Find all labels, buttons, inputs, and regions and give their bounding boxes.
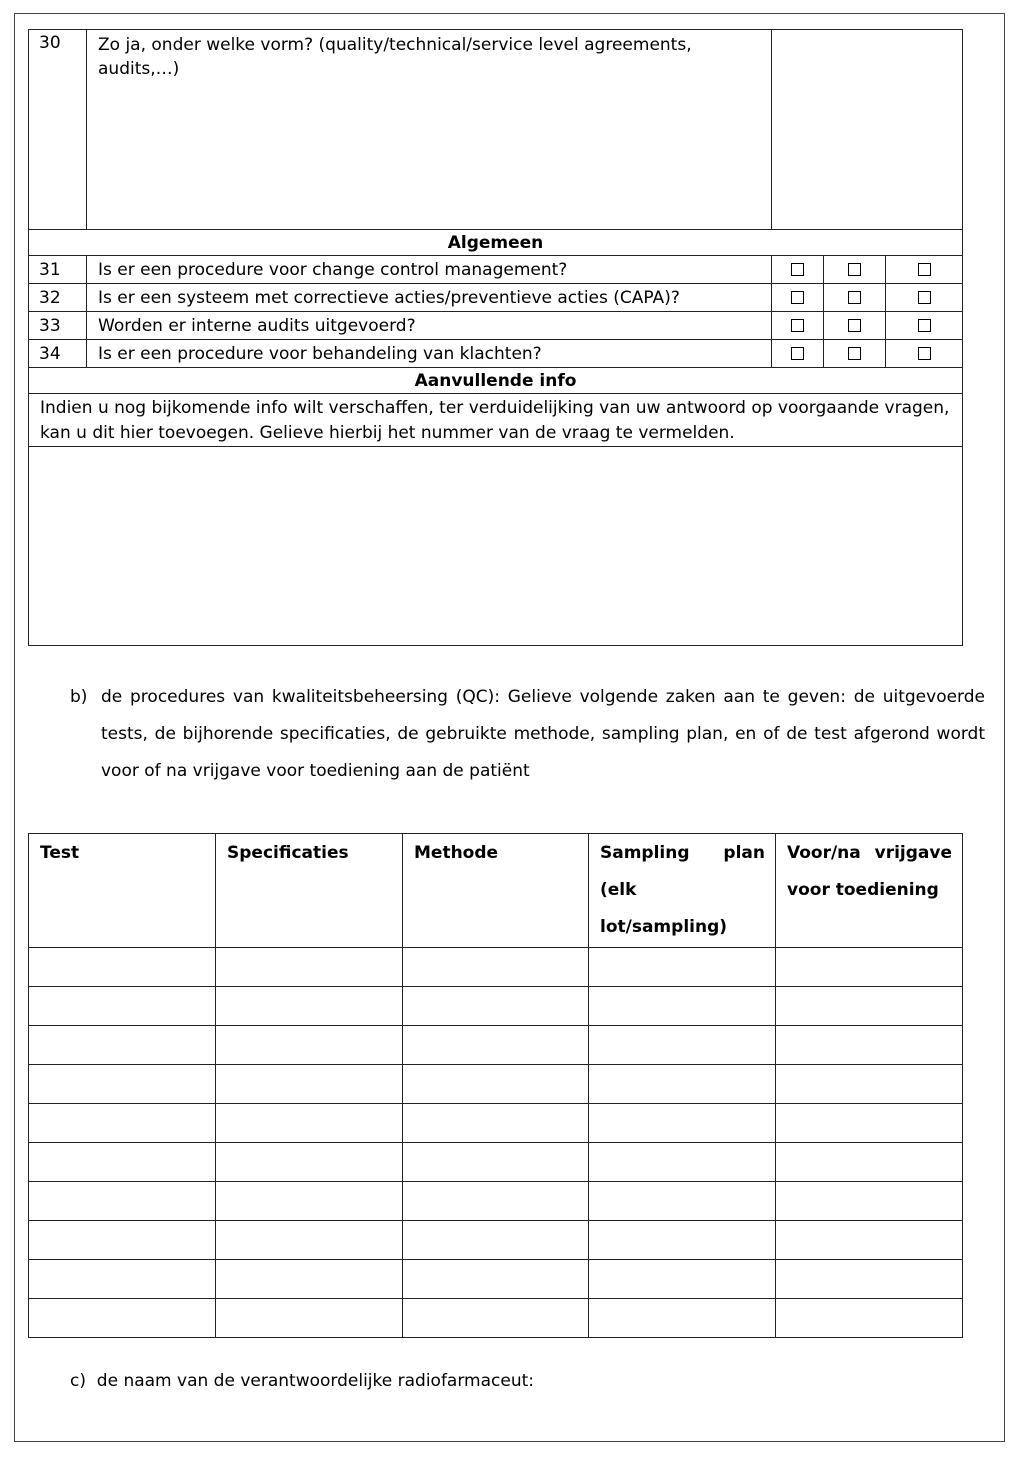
- checkbox[interactable]: [918, 291, 931, 304]
- table-cell[interactable]: [589, 1221, 776, 1260]
- checkbox[interactable]: [791, 319, 804, 332]
- table-cell[interactable]: [403, 948, 589, 987]
- table-row: [29, 987, 963, 1026]
- section-header-additional: [29, 368, 963, 394]
- column-header-voor-na-vrijgave: Voor/na vrijgave voor toediening: [776, 834, 963, 948]
- table-cell[interactable]: [29, 948, 216, 987]
- table-cell[interactable]: [29, 1299, 216, 1338]
- section-title: Aanvullende info: [29, 368, 963, 394]
- table-cell[interactable]: [29, 1143, 216, 1182]
- checkbox[interactable]: [918, 319, 931, 332]
- section-header-general: [29, 230, 963, 256]
- qc-table: [28, 833, 963, 1338]
- table-cell[interactable]: [216, 1260, 403, 1299]
- list-label: b): [70, 687, 88, 707]
- checkbox[interactable]: [918, 347, 931, 360]
- additional-info-answer-row: [29, 447, 963, 646]
- table-cell[interactable]: [776, 948, 963, 987]
- table-cell[interactable]: [589, 1104, 776, 1143]
- answer-field[interactable]: [772, 30, 963, 230]
- table-cell[interactable]: [216, 1221, 403, 1260]
- table-cell[interactable]: [403, 1299, 589, 1338]
- table-cell[interactable]: [776, 987, 963, 1026]
- table-cell[interactable]: [29, 1065, 216, 1104]
- checkbox[interactable]: [848, 319, 861, 332]
- table-row: [29, 1299, 963, 1338]
- table-row: [29, 1065, 963, 1104]
- question-row-33: [29, 312, 963, 340]
- checkbox[interactable]: [791, 291, 804, 304]
- question-row-34: [29, 340, 963, 368]
- table-cell[interactable]: [403, 1104, 589, 1143]
- table-cell[interactable]: [776, 1143, 963, 1182]
- qc-table-header: [29, 834, 963, 948]
- checkbox[interactable]: [848, 291, 861, 304]
- table-cell[interactable]: [403, 1221, 589, 1260]
- checkbox[interactable]: [791, 263, 804, 276]
- column-header-sampling-plan: Sampling plan (elk lot/sampling): [589, 834, 776, 948]
- paragraph-text: de naam van de verantwoordelijke radiofarmaceut:: [96, 1371, 534, 1391]
- table-cell[interactable]: [29, 1026, 216, 1065]
- question-text: Zo ja, onder welke vorm? (quality/technical/service level agreements, audits,…): [87, 30, 772, 230]
- table-cell[interactable]: [216, 1104, 403, 1143]
- question-row-32: [29, 284, 963, 312]
- questionnaire-table: [28, 29, 963, 646]
- table-cell[interactable]: [589, 1182, 776, 1221]
- table-cell[interactable]: [589, 1260, 776, 1299]
- table-cell[interactable]: [216, 1065, 403, 1104]
- column-header-methode: Methode: [403, 834, 589, 948]
- table-cell[interactable]: [403, 1143, 589, 1182]
- table-cell[interactable]: [776, 1221, 963, 1260]
- question-number: 30: [29, 30, 87, 230]
- table-cell[interactable]: [589, 1299, 776, 1338]
- table-cell[interactable]: [403, 1260, 589, 1299]
- table-cell[interactable]: [776, 1026, 963, 1065]
- table-cell[interactable]: [589, 987, 776, 1026]
- question-number: 31: [29, 256, 87, 284]
- additional-info-instructions: Indien u nog bijkomende info wilt verschaffen, ter verduidelijking van uw antwoord op voorgaande vragen, kan u dit hier toevoegen. Gelieve hierbij het nummer van de vraag te vermelden.: [29, 394, 963, 447]
- table-cell[interactable]: [29, 987, 216, 1026]
- table-cell[interactable]: [216, 987, 403, 1026]
- table-cell[interactable]: [776, 1182, 963, 1221]
- table-cell[interactable]: [589, 948, 776, 987]
- section-title: Algemeen: [29, 230, 963, 256]
- table-cell[interactable]: [403, 1182, 589, 1221]
- table-cell[interactable]: [589, 1065, 776, 1104]
- qc-table-body: [29, 948, 963, 1338]
- table-row: [29, 1026, 963, 1065]
- question-number: 33: [29, 312, 87, 340]
- table-row: [29, 948, 963, 987]
- table-row: [29, 1221, 963, 1260]
- table-row: [29, 1182, 963, 1221]
- table-cell[interactable]: [216, 1299, 403, 1338]
- table-cell[interactable]: [29, 1221, 216, 1260]
- table-cell[interactable]: [403, 987, 589, 1026]
- table-row: [29, 1260, 963, 1299]
- table-cell[interactable]: [216, 1182, 403, 1221]
- table-cell[interactable]: [216, 948, 403, 987]
- table-cell[interactable]: [29, 1260, 216, 1299]
- table-cell[interactable]: [589, 1143, 776, 1182]
- question-row-31: [29, 256, 963, 284]
- paragraph-c: [70, 1363, 534, 1400]
- checkbox[interactable]: [848, 347, 861, 360]
- additional-info-field[interactable]: [29, 447, 963, 646]
- table-row: [29, 1104, 963, 1143]
- paragraph-b: [70, 679, 985, 790]
- list-label: c): [70, 1371, 86, 1391]
- table-cell[interactable]: [403, 1065, 589, 1104]
- table-cell[interactable]: [776, 1260, 963, 1299]
- table-cell[interactable]: [776, 1299, 963, 1338]
- column-header-test: Test: [29, 834, 216, 948]
- table-cell[interactable]: [216, 1026, 403, 1065]
- table-cell[interactable]: [776, 1065, 963, 1104]
- question-row-30: [29, 30, 963, 230]
- table-cell[interactable]: [403, 1026, 589, 1065]
- table-cell[interactable]: [589, 1026, 776, 1065]
- paragraph-text: de procedures van kwaliteitsbeheersing (QC): Gelieve volgende zaken aan te geven: de uitgevoerde tests, de bijhorende specificaties, de gebruikte methode, sampling plan, en of de test afgerond wordt voor of na vrijgave voor toediening aan de patiënt: [101, 687, 985, 781]
- additional-info-instructions-row: [29, 394, 963, 447]
- question-text: Worden er interne audits uitgevoerd?: [87, 312, 772, 340]
- question-number: 34: [29, 340, 87, 368]
- checkbox[interactable]: [918, 263, 931, 276]
- question-text: Is er een procedure voor behandeling van klachten?: [87, 340, 772, 368]
- checkbox[interactable]: [791, 347, 804, 360]
- table-row: [29, 1143, 963, 1182]
- table-cell[interactable]: [29, 1182, 216, 1221]
- checkbox[interactable]: [848, 263, 861, 276]
- column-header-specificaties: Specificaties: [216, 834, 403, 948]
- table-cell[interactable]: [29, 1104, 216, 1143]
- table-cell[interactable]: [776, 1104, 963, 1143]
- table-cell[interactable]: [216, 1143, 403, 1182]
- question-number: 32: [29, 284, 87, 312]
- question-text: Is er een procedure voor change control management?: [87, 256, 772, 284]
- question-text: Is er een systeem met correctieve acties/preventieve acties (CAPA)?: [87, 284, 772, 312]
